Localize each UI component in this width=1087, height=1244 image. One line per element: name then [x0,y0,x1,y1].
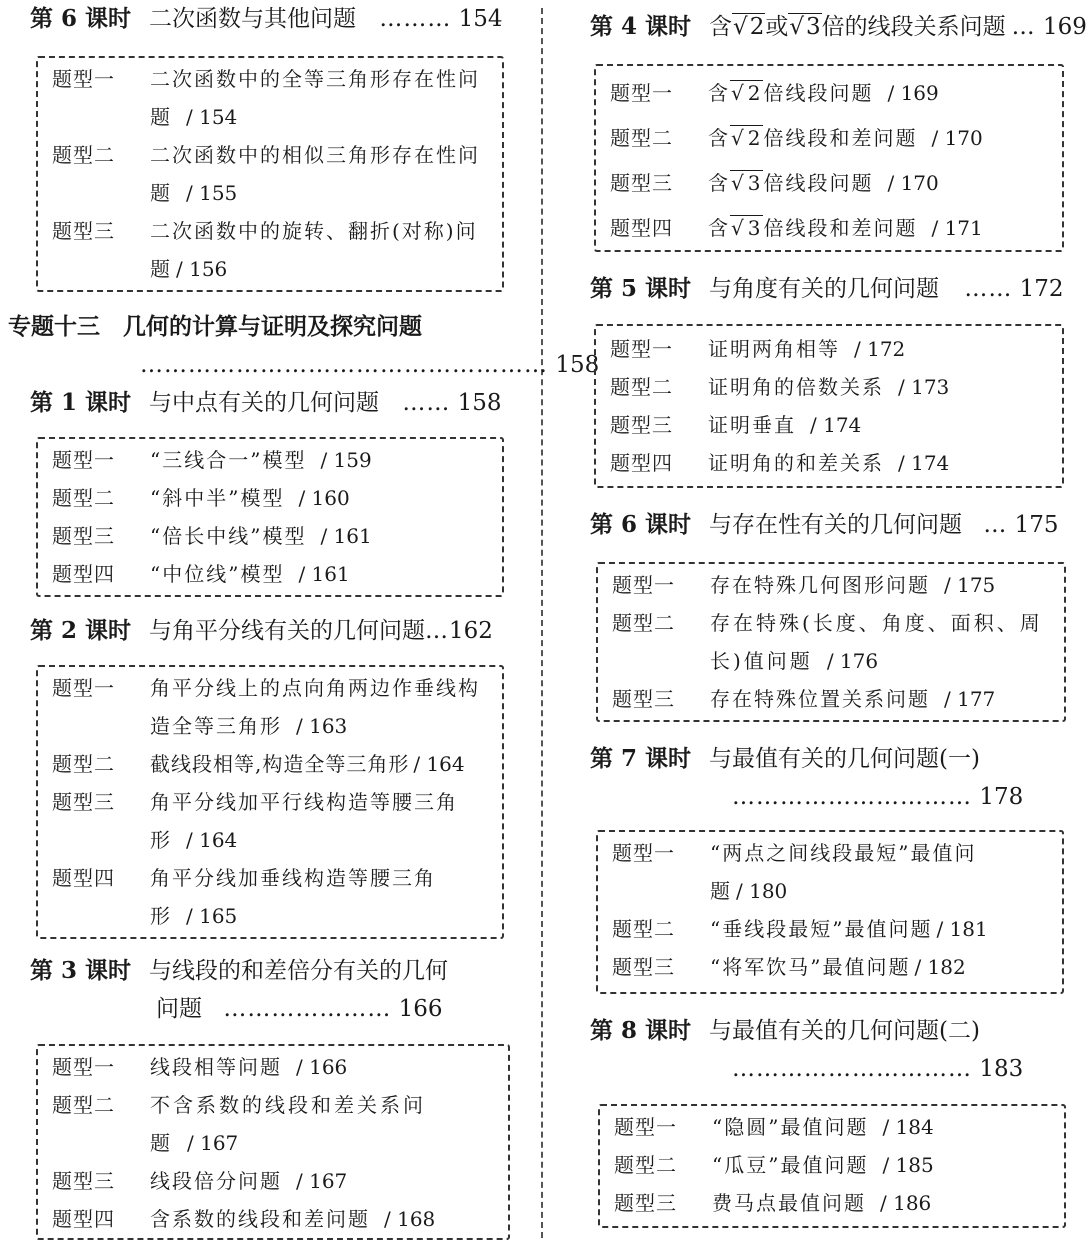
type-page: / 176 [826,649,879,673]
topic-13-page-line [140,350,599,380]
or-word: 或 [765,14,789,40]
radical-sign: √ [731,216,746,240]
type-text: 存在特殊(长度、角度、面积、周长)值问题 [710,611,1043,673]
lesson-title: 与角度有关的几何问题 [709,276,940,302]
lesson-1-types-box [36,437,504,597]
lesson-title-prefix: 含 [709,14,733,40]
lesson-2-heading[interactable] [30,616,493,646]
type-label: 题型四 [52,562,115,586]
lesson-8-page-line [732,1054,1023,1084]
type-label: 题型二 [612,611,675,635]
type-text: 线段倍分问题 [150,1169,282,1193]
type-page: / 159 [320,448,372,472]
leader-dots: … [425,618,450,644]
type-label: 题型二 [52,143,115,167]
type-label: 题型一 [612,573,675,597]
type-text: “三线合一”模型 [150,448,307,472]
column-divider [541,8,543,1238]
type-label: 题型三 [52,790,115,814]
type-entry[interactable] [612,680,1054,718]
leader-dots: …… [964,276,1013,302]
radicand: 2 [747,81,763,105]
sqrt-2-symbol [730,119,763,157]
lesson-8-types-box [598,1104,1066,1228]
type-text: 二次函数中的旋转、翻折(对称)问题 [150,219,478,281]
page-number: 172 [1019,276,1064,302]
type-page: / 164 [413,752,465,776]
type-text: 倍线段和差问题 [763,216,918,240]
page-number: 169 [1042,14,1087,40]
lesson-number: 第 5 课时 [590,275,692,302]
type-entry[interactable] [610,119,1052,164]
lesson-title: 与最值有关的几何问题(二) [709,1018,980,1044]
type-entry[interactable] [612,910,1052,948]
type-label: 题型一 [610,81,673,105]
type-entry[interactable] [52,859,492,935]
type-page: / 174 [898,451,950,475]
radical-sign: √ [789,14,804,40]
type-page: / 167 [296,1169,348,1193]
type-text: 证明垂直 [708,413,796,437]
type-page: / 171 [931,216,983,240]
type-label: 题型二 [52,752,115,776]
type-label: 题型二 [612,917,675,941]
type-entry[interactable] [52,60,492,136]
page-number: 158 [555,352,600,378]
type-text: “将军饮马”最值问题 [710,955,911,979]
type-page: / 184 [882,1115,934,1139]
leader-dots: ………………………… [732,1056,972,1082]
type-entry[interactable] [614,1184,1054,1222]
page-number: 154 [458,6,503,32]
lesson-7-types-box [596,830,1064,994]
type-label: 题型三 [610,413,673,437]
type-label: 题型三 [612,687,675,711]
lesson-title-suffix: 倍的线段关系问题 [821,14,1006,40]
radicand: 2 [749,14,765,40]
type-page: / 168 [384,1207,436,1231]
type-entry[interactable] [614,1108,1054,1146]
type-page: / 164 [186,828,238,852]
type-text: 证明两角相等 [708,337,840,361]
type-entry[interactable] [614,1146,1054,1184]
type-page: / 156 [176,257,228,281]
type-entry[interactable] [52,1162,498,1200]
lesson-title-cont: 问题 [156,996,202,1022]
type-text: 存在特殊几何图形问题 [710,573,930,597]
type-label: 题型一 [52,67,115,91]
type-label: 题型一 [610,337,673,361]
type-text: 存在特殊位置关系问题 [710,687,930,711]
leader-dots: …………………………………………… [140,352,548,378]
page-number: 162 [449,618,493,644]
lesson-3-heading-cont [156,994,443,1024]
type-label: 题型一 [612,841,675,865]
type-entry[interactable] [52,1200,498,1238]
type-label: 题型四 [610,451,673,475]
lesson-number: 第 3 课时 [30,957,132,984]
lesson-number: 第 8 课时 [590,1017,692,1044]
type-text: 角平分线上的点向角两边作垂线构造全等三角形 [150,676,480,738]
lesson-number: 第 6 课时 [30,5,132,32]
type-page: / 160 [298,486,350,510]
type-entry[interactable] [610,406,1052,444]
type-text: 费马点最值问题 [712,1191,866,1215]
leader-dots: ………………………… [732,784,972,810]
type-page: / 177 [944,687,996,711]
type-label: 题型三 [52,1169,115,1193]
lesson-7-page-line [732,782,1023,812]
leader-dots: … [983,512,1008,538]
type-page: / 182 [914,955,966,979]
type-label: 题型一 [614,1115,677,1139]
type-text: 不含系数的线段和差关系问题 [150,1093,426,1155]
type-entry[interactable] [52,212,492,288]
sqrt-2-symbol [730,74,763,112]
page-number: 178 [979,784,1024,810]
type-entry[interactable] [52,783,492,859]
type-text: 角平分线加垂线构造等腰三角形 [150,866,436,928]
lesson-title: 与角平分线有关的几何问题 [149,618,426,644]
type-text: 证明角的倍数关系 [708,375,884,399]
type-label: 题型二 [610,126,673,150]
radical-sign: √ [731,171,746,195]
lesson-title: 与最值有关的几何问题(一) [709,746,980,772]
radicand: 3 [747,171,763,195]
lesson-4-types-box [594,64,1064,252]
lesson-number: 第 4 课时 [590,13,692,40]
type-page: / 170 [931,126,983,150]
type-entry[interactable] [612,834,1052,910]
type-entry[interactable] [610,444,1052,482]
type-entry[interactable] [52,479,492,517]
type-text: 含系数的线段和差问题 [150,1207,370,1231]
type-text: 角平分线加平行线构造等腰三角形 [150,790,458,852]
type-entry[interactable] [612,566,1054,604]
type-entry[interactable] [610,209,1052,254]
type-page: / 173 [898,375,950,399]
page-number: 175 [1014,512,1059,538]
sqrt-3-symbol [788,12,821,42]
type-entry[interactable] [610,164,1052,209]
lesson-6b-types-box [596,562,1066,722]
type-page: / 175 [944,573,996,597]
lesson-number: 第 2 课时 [30,617,132,644]
type-text: “两点之间线段最短”最值问题 [710,841,977,903]
type-pre: 含 [708,81,730,105]
type-text: “斜中半”模型 [150,486,285,510]
type-label: 题型三 [612,955,675,979]
leader-dots: ……… [379,6,452,32]
page-number: 166 [398,996,443,1022]
type-text: 二次函数中的相似三角形存在性问题 [150,143,480,205]
page-number: 158 [457,390,502,416]
type-text: “垂线段最短”最值问题 [710,917,933,941]
type-page: / 169 [887,81,939,105]
lesson-6-types-box [36,56,504,292]
type-label: 题型四 [52,866,115,890]
type-entry[interactable] [52,136,492,212]
lesson-number: 第 6 课时 [590,511,692,538]
lesson-1-heading[interactable] [30,388,502,418]
type-page: / 166 [296,1055,348,1079]
lesson-title: 二次函数与其他问题 [149,6,357,32]
type-entry[interactable] [612,948,1052,986]
type-text: “中位线”模型 [150,562,285,586]
type-text: 倍线段和差问题 [763,126,918,150]
type-pre: 含 [708,171,730,195]
type-text: 截线段相等,构造全等三角形 [150,752,410,776]
type-label: 题型三 [52,524,115,548]
type-page: / 180 [736,879,788,903]
type-page: / 155 [186,181,238,205]
lesson-3-types-box [36,1044,510,1240]
lesson-number: 第 1 课时 [30,389,132,416]
type-page: / 185 [882,1153,934,1177]
type-label: 题型二 [614,1153,677,1177]
lesson-2-types-box [36,665,504,939]
type-text: 倍线段问题 [763,171,874,195]
radicand: 3 [805,14,821,40]
lesson-6b-heading[interactable] [590,510,1059,540]
type-label: 题型二 [610,375,673,399]
type-label: 题型三 [52,219,115,243]
type-text: 二次函数中的全等三角形存在性问题 [150,67,480,129]
type-page: / 154 [186,105,238,129]
sqrt-3-symbol [730,164,763,202]
type-page: / 181 [936,917,988,941]
lesson-5-types-box [594,324,1064,488]
lesson-4-heading[interactable] [590,12,1087,42]
radical-sign: √ [731,81,746,105]
type-label: 题型三 [614,1191,677,1215]
radicand: 2 [747,126,763,150]
type-entry[interactable] [52,441,492,479]
type-entry[interactable] [52,745,492,783]
type-pre: 含 [708,216,730,240]
type-label: 题型二 [52,486,115,510]
type-pre: 含 [708,126,730,150]
type-text: 倍线段问题 [763,81,874,105]
type-entry[interactable] [610,330,1052,368]
page-number: 183 [979,1056,1024,1082]
type-text: “倍长中线”模型 [150,524,307,548]
type-page: / 174 [810,413,862,437]
type-page: / 161 [320,524,372,548]
topic-title: 专题十三 几何的计算与证明及探究问题 [8,313,422,340]
type-label: 题型一 [52,448,115,472]
lesson-title: 与中点有关的几何问题 [149,390,380,416]
topic-13-heading[interactable] [8,312,422,342]
type-label: 题型一 [52,676,115,700]
type-label: 题型三 [610,171,673,195]
type-entry[interactable] [52,517,492,555]
type-label: 题型四 [610,216,673,240]
sqrt-2-symbol [732,12,765,42]
type-text: “瓜豆”最值问题 [712,1153,869,1177]
lesson-3-heading[interactable] [30,956,448,986]
type-page: / 167 [187,1131,239,1155]
lesson-6-heading[interactable] [30,4,503,34]
type-entry[interactable] [52,555,492,593]
type-text: “隐圆”最值问题 [712,1115,869,1139]
radical-sign: √ [733,14,748,40]
type-entry[interactable] [52,1086,498,1162]
type-entry[interactable] [612,604,1054,680]
lesson-title: 与线段的和差倍分有关的几何 [149,958,449,984]
lesson-number: 第 7 课时 [590,745,692,772]
type-text: 证明角的和差关系 [708,451,884,475]
leader-dots: …… [402,390,451,416]
leader-dots: ………………… [223,996,392,1022]
type-text: 线段相等问题 [150,1055,282,1079]
radicand: 3 [747,216,763,240]
type-page: / 172 [854,337,906,361]
type-page: / 170 [887,171,939,195]
type-label: 题型四 [52,1207,115,1231]
type-page: / 161 [298,562,350,586]
lesson-7-heading[interactable] [590,744,980,774]
type-label: 题型二 [52,1093,115,1117]
type-page: / 163 [296,714,348,738]
type-entry[interactable] [52,669,492,745]
type-entry[interactable] [610,74,1052,119]
radical-sign: √ [731,126,746,150]
sqrt-3-symbol [730,209,763,247]
type-entry[interactable] [52,1048,498,1086]
type-page: / 165 [186,904,238,928]
type-entry[interactable] [610,368,1052,406]
lesson-8-heading[interactable] [590,1016,980,1046]
leader-dots: … [1011,14,1036,40]
lesson-title: 与存在性有关的几何问题 [709,512,963,538]
lesson-5-heading[interactable] [590,274,1064,304]
type-page: / 186 [880,1191,932,1215]
type-label: 题型一 [52,1055,115,1079]
